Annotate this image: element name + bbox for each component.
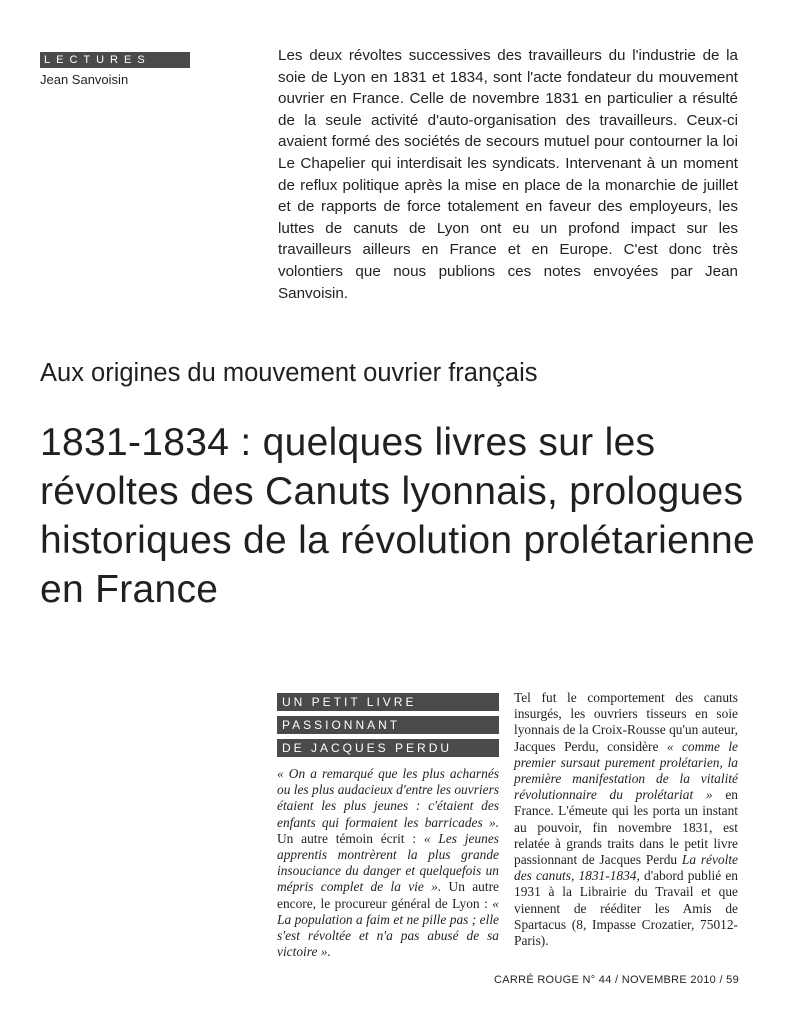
text-run: « La population a faim et ne pille pas ; elle s'est révoltée et n'a pas abusé de sa victoire ». [277, 895, 499, 960]
rubric-author: Jean Sanvoisin [40, 72, 129, 87]
page-footer: CARRÉ ROUGE N° 44 / NOVEMBRE 2010 / 59 [493, 974, 739, 986]
subhead-line: DE JACQUES PERDU [277, 739, 499, 757]
text-run: La révolte des canuts, 1831-1834, [514, 852, 738, 884]
text-run: Tel fut le comportement des canuts insurgés, les ouvriers tisseurs en soie lyonnais de la Croix-Rousse qu'un auteur, Jacques Perdu, considère [514, 690, 738, 754]
text-run: Un autre témoin écrit : [277, 830, 424, 846]
text-run: « comme le premier sursaut purement prolétarien, la première manifestation de la vitalité révolutionnaire du prolétariat » [514, 738, 738, 803]
text-run: « On a remarqué que les plus acharnés ou les plus audacieux d'entre les ouvriers étaient les plus jeunes : c'étaient des enfants qui formaient les barricades ». [277, 766, 499, 830]
text-run: d'abord publié en 1931 à la Librairie du Travail et que viennent de rééditer les Amis de Spartacus (8, Impasse Crozatier, 75012-Paris). [514, 868, 739, 949]
text-run: « Les jeunes apprentis montrèrent la plus grande insouciance du danger et quelquefois un mépris complet de la vie ». [277, 830, 499, 895]
subhead-line: UN PETIT LIVRE [277, 693, 499, 711]
intro-paragraph: Les deux révoltes successives des travailleurs du l'industrie de la soie de Lyon en 1831 et 1834, sont l'acte fondateur du mouvement ouvrier en France. Celle de novembre 1831 en particulier a résulté de la seule activité d'auto-organisation des travailleurs. Ceux-ci avaient formé des sociétés de secours mutuel pour contourner la loi Le Chapelier qui interdisait les syndicats. Intervenant à un moment de reflux politique après la mise en place de la monarchie de juillet et de rapports de force totalement en faveur des employeurs, les luttes de canuts de Lyon ont eu un profond impact sur les travailleurs ailleurs en France et en Europe. C'est donc très volontiers que nous publions ces notes envoyées par Jean Sanvoisin. [278, 47, 738, 302]
article-title: 1831-1834 : quelques livres sur les révoltes des Canuts lyonnais, prologues historiques de la révolution prolétarienne en France [40, 421, 756, 611]
article-kicker: Aux origines du mouvement ouvrier français [40, 359, 538, 387]
body-column-left [277, 766, 499, 960]
body-column-right [514, 690, 738, 949]
subhead-line: PASSIONNANT [277, 716, 499, 734]
section-rubric: LECTURES [40, 52, 190, 68]
text-run: Un autre encore, le procureur général de Lyon : [277, 879, 499, 911]
text-run: en France. L'émeute qui les porta un instant au pouvoir, fin novembre 1831, est relatée à grands traits dans le petit livre passionnant de Jacques Perdu [514, 787, 738, 868]
